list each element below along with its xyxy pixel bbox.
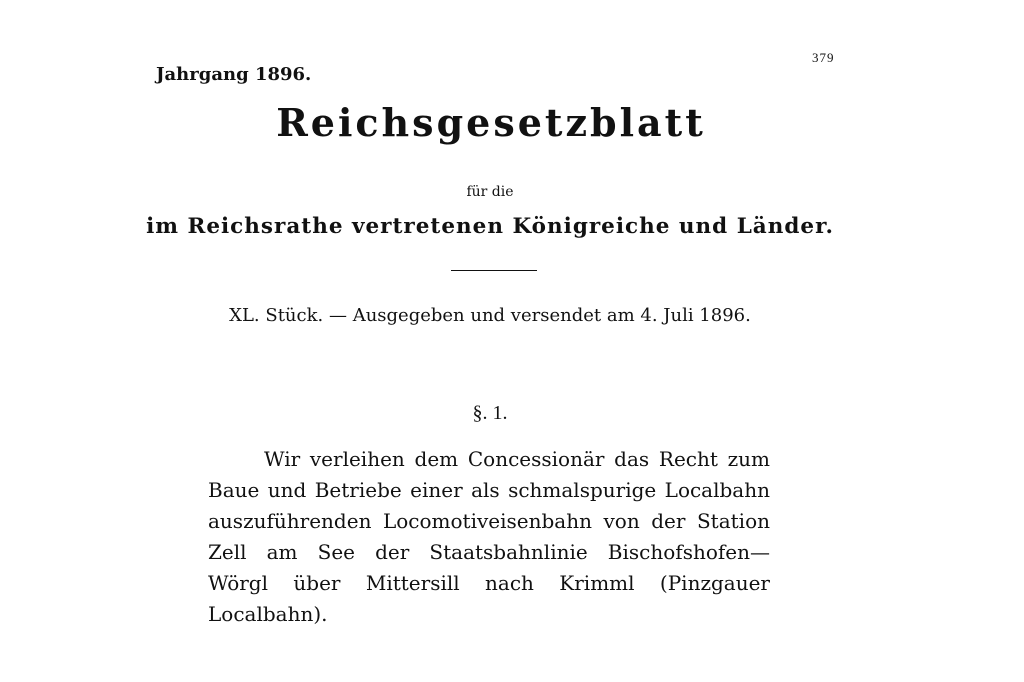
body-line: Wir verleihen dem Concessionär das Recht zum [264, 447, 770, 471]
header-divider [451, 270, 537, 271]
page-number: 379 [812, 50, 835, 65]
masthead-title: Reichsgesetzblatt [276, 100, 706, 145]
body-line: Wörgl über Mittersill nach Krimml (Pinzgauer [208, 571, 770, 595]
issue-piece: XL. Stück. [229, 305, 324, 326]
section-heading: §. 1. [472, 402, 508, 424]
masthead-subline: für die [466, 184, 514, 200]
issue-dash: — [328, 305, 347, 326]
issue-text: Ausgegeben und versendet am 4. Juli 1896. [352, 305, 751, 326]
section-body [208, 444, 770, 630]
issue-line [200, 305, 780, 326]
masthead-realms: im Reichsrathe vertretenen Königreiche und Länder. [146, 214, 834, 239]
volume-label: Jahrgang 1896. [156, 64, 312, 85]
body-line: Baue und Betriebe einer als schmalspurige Localbahn [208, 478, 770, 502]
body-line: Localbahn). [208, 602, 328, 626]
body-line: auszuführenden Locomotiveisenbahn von der Station [208, 509, 770, 533]
body-line: Zell am See der Staatsbahnlinie Bischofshofen— [208, 540, 770, 564]
